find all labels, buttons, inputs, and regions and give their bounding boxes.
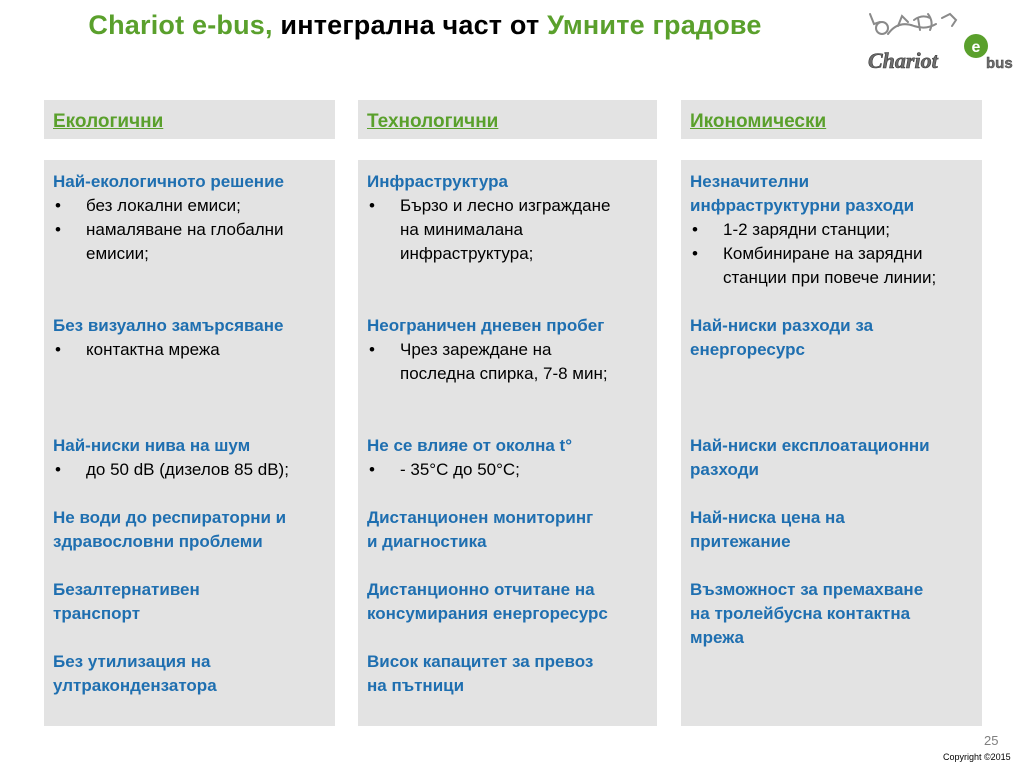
eco-heading-5a: Безалтернативен xyxy=(53,580,200,599)
econ-bullet-2-text-b: станции при повече линии; xyxy=(723,268,937,287)
bullet-icon: • xyxy=(55,220,61,239)
eco-heading-4a: Не води до респираторни и xyxy=(53,508,287,527)
svg-text:bus: bus xyxy=(986,55,1013,72)
eco-heading-1: Най-екологичното решение xyxy=(53,172,284,191)
econ-heading-1a: Незначителни xyxy=(690,172,810,191)
column-header-technological-label: Технологични xyxy=(367,111,499,132)
tech-bullet-2-text-b: последна спирка, 7-8 мин; xyxy=(400,364,608,383)
bullet-icon: • xyxy=(55,340,61,359)
copyright: Copyright ©2015 xyxy=(943,752,1011,762)
bullet-icon: • xyxy=(55,196,61,215)
bullet-icon: • xyxy=(692,220,698,239)
column-box-technological xyxy=(358,160,657,726)
tech-bullet-2-text: Чрез зареждане на xyxy=(400,340,552,359)
eco-heading-6a: Без утилизация на xyxy=(53,652,211,671)
eco-bullet-3 xyxy=(53,338,329,362)
bullet-icon: • xyxy=(692,244,698,263)
svg-text:Chariot: Chariot xyxy=(868,48,938,73)
title-smart-cities: Умните градове xyxy=(547,10,762,40)
econ-heading-2a: Най-ниски разходи за xyxy=(690,316,874,335)
bullet-icon: • xyxy=(369,196,375,215)
econ-heading-2b: енергоресурс xyxy=(690,340,805,359)
tech-bullet-3-text: - 35°C до 50°C; xyxy=(400,460,520,479)
eco-bullet-1 xyxy=(53,194,329,218)
slide-title xyxy=(0,10,850,41)
tech-heading-2: Неограничен дневен пробег xyxy=(367,316,605,335)
tech-heading-5a: Дистанционно отчитане на xyxy=(367,580,595,599)
econ-heading-5c: мрежа xyxy=(690,628,744,647)
econ-bullet-2-text: Комбиниране на зарядни xyxy=(723,244,923,263)
bullet-icon: • xyxy=(369,340,375,359)
tech-bullet-2 xyxy=(367,338,651,362)
econ-heading-4b: притежание xyxy=(690,532,791,551)
tech-heading-6a: Висок капацитет за превоз xyxy=(367,652,594,671)
econ-bullet-2 xyxy=(690,242,976,266)
tech-bullet-3 xyxy=(367,458,651,482)
eco-heading-6b: ултракондензатора xyxy=(53,676,217,695)
eco-bullet-4-text: до 50 dB (дизелов 85 dB); xyxy=(86,460,289,479)
econ-heading-5b: на тролейбусна контактна xyxy=(690,604,911,623)
econ-heading-3b: разходи xyxy=(690,460,759,479)
column-box-economic xyxy=(681,160,982,726)
econ-bullet-1 xyxy=(690,218,976,242)
title-middle: интегрална част от xyxy=(272,10,548,40)
tech-bullet-1-text: Бързо и лесно изграждане xyxy=(400,196,611,215)
column-header-ecological-label: Екологични xyxy=(53,111,164,132)
column-header-technological xyxy=(358,100,657,139)
eco-bullet-2-text-cont: емисии; xyxy=(86,244,149,263)
tech-bullet-1-text-b: на минималана xyxy=(400,220,523,239)
tech-bullet-1 xyxy=(367,194,651,218)
econ-bullet-2-cont xyxy=(690,266,976,290)
tech-heading-3: Не се влияе от околна t° xyxy=(367,436,573,455)
eco-bullet-2 xyxy=(53,218,329,242)
eco-bullet-3-text: контактна мрежа xyxy=(86,340,220,359)
tech-heading-1: Инфраструктура xyxy=(367,172,508,191)
svg-text:e: e xyxy=(971,39,981,56)
title-brand: Chariot e-bus, xyxy=(88,10,273,40)
econ-heading-5a: Възможност за премахване xyxy=(690,580,924,599)
eco-heading-2: Без визуално замърсяване xyxy=(53,316,284,335)
eco-heading-4b: здравословни проблеми xyxy=(53,532,263,551)
tech-bullet-1-text-c: инфраструктура; xyxy=(400,244,534,263)
eco-bullet-4 xyxy=(53,458,329,482)
column-header-economic-label: Икономически xyxy=(690,111,827,132)
eco-heading-3: Най-ниски нива на шум xyxy=(53,436,251,455)
tech-bullet-1-cont-b xyxy=(367,242,651,266)
column-header-ecological xyxy=(44,100,335,139)
econ-heading-1b: инфраструктурни разходи xyxy=(690,196,915,215)
econ-bullet-1-text: 1-2 зарядни станции; xyxy=(723,220,890,239)
econ-heading-4a: Най-ниска цена на xyxy=(690,508,845,527)
column-box-ecological xyxy=(44,160,335,726)
tech-heading-6b: на пътници xyxy=(367,676,465,695)
bullet-icon: • xyxy=(369,460,375,479)
eco-heading-5b: транспорт xyxy=(53,604,141,623)
tech-bullet-1-cont-a xyxy=(367,218,651,242)
column-header-economic xyxy=(681,100,982,139)
eco-bullet-2-text: намаляване на глобални xyxy=(86,220,284,239)
tech-heading-4b: и диагностика xyxy=(367,532,487,551)
tech-heading-4a: Дистанционен мониторинг xyxy=(367,508,594,527)
tech-bullet-2-cont xyxy=(367,362,651,386)
chariot-ebus-logo xyxy=(858,6,1018,78)
econ-heading-3a: Най-ниски експлоатационни xyxy=(690,436,930,455)
eco-bullet-2-cont xyxy=(53,242,329,266)
tech-heading-5b: консумирания енергоресурс xyxy=(367,604,608,623)
bullet-icon: • xyxy=(55,460,61,479)
eco-bullet-1-text: без локални емиси; xyxy=(86,196,241,215)
page-number: 25 xyxy=(984,733,999,748)
